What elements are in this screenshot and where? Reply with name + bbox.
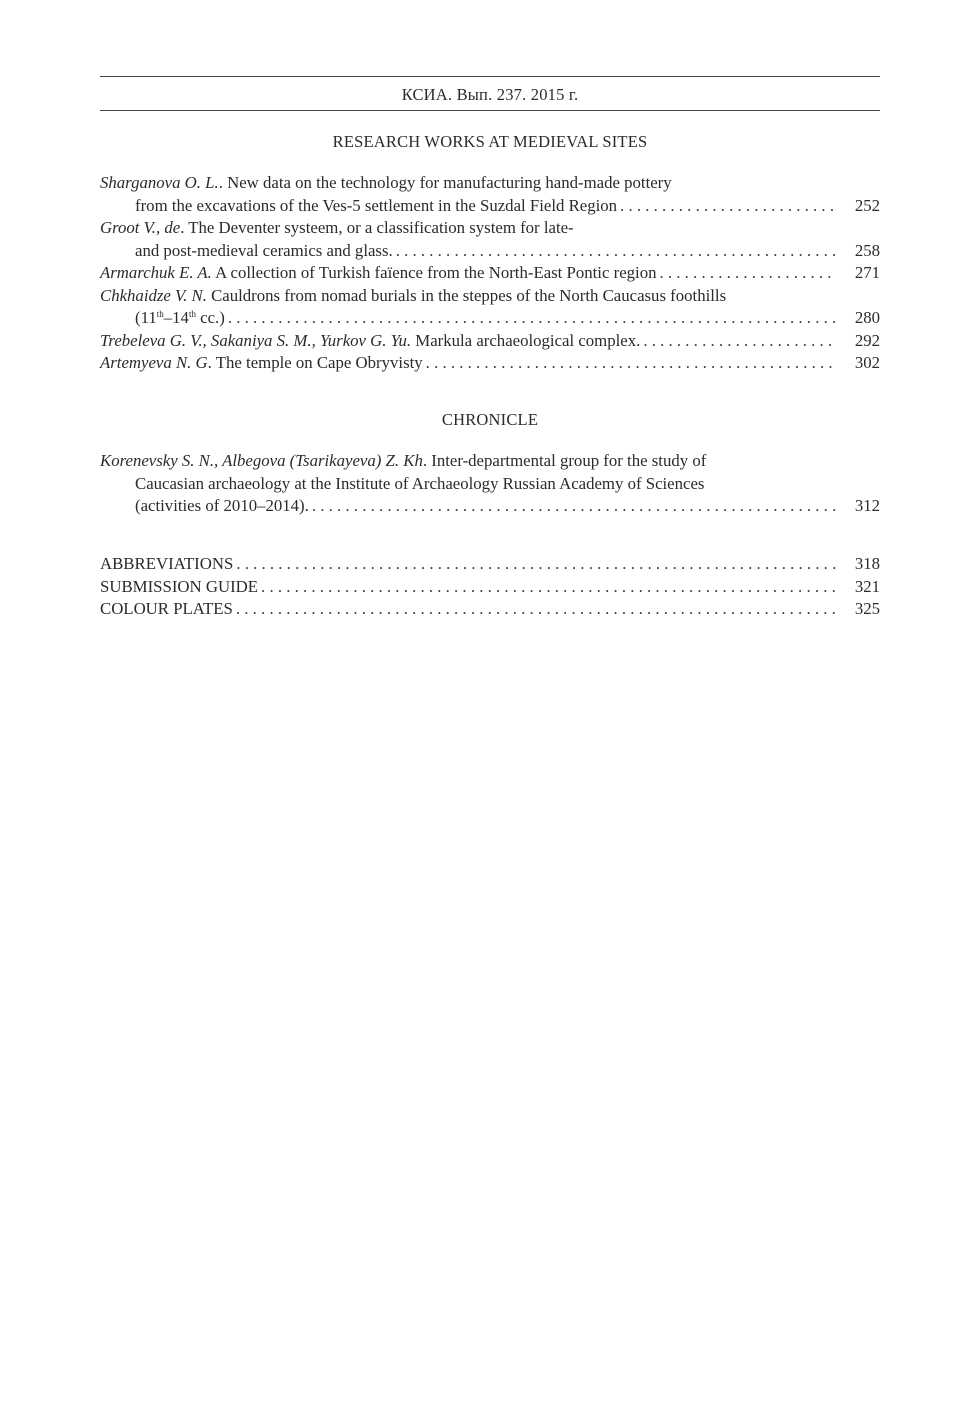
century-end: –14 <box>163 308 189 327</box>
toc-entry-author: Sharganova O. L. <box>100 173 219 192</box>
toc-page-number: 321 <box>854 576 880 596</box>
century-start: (11 <box>135 308 157 327</box>
toc-page-number: 325 <box>854 599 880 618</box>
toc-entry-line <box>100 553 880 576</box>
dot-leader <box>393 240 836 263</box>
dot-leader <box>656 262 836 285</box>
toc-entry-line <box>100 240 880 263</box>
dot-leader <box>640 330 836 353</box>
toc-entry-line <box>100 576 880 599</box>
toc-entry-title: COLOUR PLATES <box>100 599 233 618</box>
toc-medieval <box>100 172 880 375</box>
toc-entry-title: . The Deventer systeem, or a classification system for late- <box>180 218 574 237</box>
toc-entry-author: Artemyeva N. G <box>100 353 208 372</box>
toc-entry-title: ABBREVIATIONS <box>100 554 234 573</box>
toc-entry-line <box>100 330 880 353</box>
toc-entry-line <box>100 307 880 330</box>
toc-entry-author: Korenevsky S. N., Albegova (Tsarikayeva) Z. Kh <box>100 451 423 470</box>
toc-entry-author: Groot V., de <box>100 218 181 237</box>
toc-page-number: 292 <box>854 330 880 350</box>
toc-entry-author: Trebeleva G. V., Sakaniya S. M., Yurkov G. Yu. <box>100 330 412 350</box>
toc-entry-title: Caucasian archaeology at the Institute of Archaeology Russian Academy of Sciences <box>135 473 705 493</box>
toc-entry-line <box>100 195 880 218</box>
toc-entry-title: . The temple on Cape Obryvisty <box>207 353 423 372</box>
century-suffix: cc.) <box>195 308 225 327</box>
toc-entry-title: Cauldrons from nomad burials in the steppes of the North Caucasus foothills <box>206 285 727 305</box>
toc-back-matter <box>100 553 880 621</box>
toc-entry-line <box>100 495 880 518</box>
dot-leader <box>233 553 836 576</box>
section-title-chronicle: CHRONICLE <box>441 410 539 429</box>
toc-entry-title: . Inter-departmental group for the study of <box>422 451 707 470</box>
superscript: th <box>156 309 164 319</box>
toc-entry-line <box>100 352 880 375</box>
toc-page-number: 318 <box>854 554 880 573</box>
toc-entry-line <box>100 285 880 308</box>
toc-page-number: 271 <box>854 263 880 282</box>
toc-page-number: 302 <box>854 353 880 372</box>
superscript: th <box>188 309 196 319</box>
toc-entry-author: Armarchuk E. A. <box>100 263 212 282</box>
toc-entry-title: and post-medieval ceramics and glass. <box>135 240 393 260</box>
header-top-rule <box>100 76 880 77</box>
toc-page-number: 312 <box>854 496 880 515</box>
dot-leader <box>423 352 836 375</box>
toc-entry-title: A collection of Turkish faïence from the North-East Pontic region <box>211 263 657 282</box>
toc-entry-line <box>100 262 880 285</box>
toc-entry-line <box>100 217 880 240</box>
toc-entry-title: . New data on the technology for manufacturing hand-made pottery <box>218 173 672 192</box>
toc-entry-title: from the excavations of the Ves-5 settlement in the Suzdal Field Region <box>135 195 618 215</box>
dot-leader <box>225 307 836 330</box>
dot-leader <box>258 576 836 599</box>
toc-page-number: 280 <box>854 308 880 327</box>
toc-entry-title: SUBMISSION GUIDE <box>100 576 259 596</box>
dot-leader <box>617 195 836 218</box>
toc-chronicle <box>100 450 880 518</box>
header-bottom-rule <box>100 110 880 111</box>
toc-page-number: 258 <box>854 240 880 260</box>
dot-leader <box>309 495 836 518</box>
section-title-medieval: RESEARCH WORKS AT MEDIEVAL SITES <box>332 132 648 151</box>
toc-entry-line <box>100 598 880 621</box>
toc-page-number: 252 <box>854 195 880 215</box>
toc-entry-author: Chkhaidze V. N. <box>100 285 207 305</box>
dot-leader <box>233 598 836 621</box>
toc-entry-line <box>100 450 880 473</box>
toc-entry-title: (activities of 2010–2014). <box>135 496 309 515</box>
running-head: КСИА. Вып. 237. 2015 г. <box>401 85 579 104</box>
toc-entry-line <box>100 172 880 195</box>
toc-entry-title: Markula archaeological complex. <box>411 330 641 350</box>
toc-entry-line <box>100 473 880 496</box>
toc-entry-title <box>135 307 225 330</box>
